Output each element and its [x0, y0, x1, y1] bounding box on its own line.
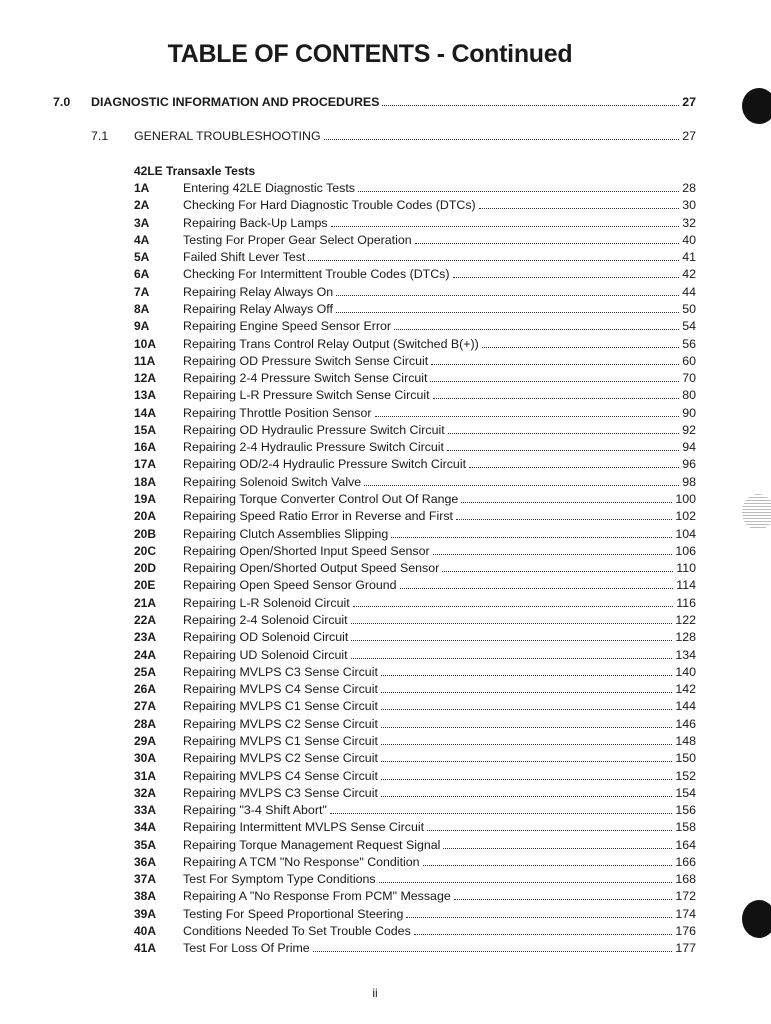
test-page: 154	[675, 785, 696, 800]
leader-dots	[336, 301, 679, 313]
leader-dots	[442, 560, 673, 572]
leader-dots	[423, 854, 673, 866]
test-page: 122	[675, 613, 696, 627]
test-label: Checking For Hard Diagnostic Trouble Codes (DTCs)	[183, 198, 476, 213]
toc-test-row	[134, 906, 696, 922]
leader-dots	[353, 595, 674, 607]
toc-test-row	[134, 405, 696, 421]
test-page: 106	[675, 543, 696, 558]
test-number: 29A	[134, 733, 157, 748]
test-label: Repairing MVLPS C4 Sense Circuit	[183, 768, 378, 783]
test-number: 20E	[134, 578, 156, 593]
leader-dots	[381, 698, 672, 710]
test-label: Repairing OD Hydraulic Pressure Switch Circuit	[183, 422, 445, 437]
test-label: Repairing Trans Control Relay Output (Switched B(+))	[183, 336, 479, 351]
leader-dots	[414, 923, 673, 935]
test-page: 60	[682, 353, 696, 368]
test-number: 25A	[134, 664, 157, 679]
test-label: Repairing OD Pressure Switch Sense Circuit	[183, 353, 429, 368]
test-page: 80	[682, 388, 696, 403]
test-label: Repairing MVLPS C4 Sense Circuit	[183, 682, 378, 697]
test-page: 164	[675, 837, 696, 852]
test-label: Repairing Open Speed Sensor Ground	[183, 578, 397, 593]
test-label: Repairing L-R Pressure Switch Sense Circuit	[183, 388, 430, 403]
test-label: Repairing OD/2-4 Hydraulic Pressure Switch Circuit	[183, 457, 467, 472]
toc-test-row	[134, 750, 696, 766]
toc-section-row	[53, 94, 696, 110]
test-number: 23A	[134, 630, 157, 645]
leader-dots	[453, 266, 680, 278]
test-label: Repairing OD Solenoid Circuit	[183, 630, 349, 645]
toc-test-row	[134, 560, 696, 576]
toc-test-row	[134, 837, 696, 853]
leader-dots	[394, 318, 679, 330]
leader-dots	[454, 888, 673, 900]
section-label: DIAGNOSTIC INFORMATION AND PROCEDURES	[91, 95, 380, 109]
leader-dots	[330, 802, 673, 814]
page-title: TABLE OF CONTENTS - Continued	[167, 40, 573, 68]
test-number: 15A	[134, 422, 157, 437]
test-label: Failed Shift Lever Test	[183, 250, 306, 265]
toc-test-row	[134, 301, 696, 317]
test-number: 30A	[134, 751, 157, 766]
binder-hole-bottom	[742, 900, 771, 938]
test-label: Repairing MVLPS C1 Sense Circuit	[183, 699, 378, 714]
toc-test-row	[134, 681, 696, 697]
test-label: Repairing MVLPS C2 Sense Circuit	[183, 716, 378, 731]
test-page: 102	[675, 509, 696, 524]
test-number: 38A	[134, 889, 157, 904]
test-page: 156	[675, 803, 696, 818]
leader-dots	[351, 647, 673, 659]
test-label: Repairing Relay Always On	[183, 284, 334, 299]
toc-test-row	[134, 197, 696, 213]
test-number: 36A	[134, 854, 157, 869]
toc-test-row	[134, 923, 696, 939]
test-number: 10A	[134, 336, 157, 351]
test-label: Repairing UD Solenoid Circuit	[183, 647, 348, 662]
toc-test-row	[134, 785, 696, 801]
test-page: 28	[682, 181, 696, 195]
test-number: 20B	[134, 526, 157, 541]
test-page: 114	[676, 578, 696, 593]
test-label: Test For Symptom Type Conditions	[183, 872, 376, 887]
toc-test-row	[134, 336, 696, 352]
test-number: 4A	[134, 232, 150, 247]
leader-dots	[381, 733, 672, 745]
test-number: 35A	[134, 837, 157, 852]
leader-dots	[351, 612, 673, 624]
test-page: 50	[682, 301, 696, 316]
leader-dots	[379, 871, 673, 883]
test-number: 20C	[134, 543, 157, 558]
test-number: 41A	[134, 941, 157, 956]
leader-dots	[406, 906, 672, 918]
test-label: Checking For Intermittent Trouble Codes (DTCs)	[183, 267, 450, 282]
leader-dots	[448, 422, 680, 434]
test-label: Entering 42LE Diagnostic Tests	[183, 181, 355, 195]
test-label: Repairing A "No Response From PCM" Message	[183, 889, 451, 904]
test-number: 40A	[134, 924, 157, 939]
toc-test-row	[134, 612, 696, 628]
toc-test-row	[134, 940, 696, 956]
subsection-page: 27	[682, 129, 696, 143]
leader-dots	[313, 940, 673, 952]
test-page: 174	[675, 906, 696, 921]
toc-subsection-row	[91, 128, 696, 144]
test-number: 27A	[134, 699, 157, 714]
leader-dots	[336, 284, 679, 296]
test-number: 21A	[134, 595, 157, 610]
page-number: ii	[372, 986, 378, 1000]
section-page: 27	[682, 95, 696, 109]
binder-hole-top	[742, 88, 771, 124]
toc-test-row	[134, 854, 696, 870]
leader-dots	[461, 491, 672, 503]
leader-dots	[415, 232, 680, 244]
test-number: 18A	[134, 474, 157, 489]
leader-dots	[447, 439, 679, 451]
test-number: 16A	[134, 440, 157, 455]
test-page: 152	[675, 768, 696, 783]
test-label: Repairing MVLPS C3 Sense Circuit	[183, 664, 378, 679]
toc-test-row	[134, 266, 696, 282]
test-label: Repairing MVLPS C1 Sense Circuit	[183, 733, 378, 748]
toc-test-row	[134, 215, 696, 231]
test-page: 56	[682, 336, 696, 351]
test-label: Repairing "3-4 Shift Abort"	[183, 803, 327, 818]
leader-dots	[427, 819, 672, 831]
test-number: 5A	[134, 250, 150, 265]
leader-dots	[431, 353, 679, 365]
test-label: Repairing 2-4 Pressure Switch Sense Circuit	[183, 371, 428, 386]
leader-dots	[391, 526, 672, 538]
leader-dots	[381, 750, 672, 762]
toc-test-row	[134, 888, 696, 904]
toc-test-row	[134, 577, 696, 593]
toc-test-row	[134, 387, 696, 403]
toc-test-row	[134, 819, 696, 835]
leader-dots	[381, 768, 672, 780]
test-label: Repairing Back-Up Lamps	[183, 215, 328, 230]
test-page: 128	[675, 630, 696, 645]
test-page: 100	[675, 492, 696, 507]
test-page: 142	[675, 682, 696, 697]
test-label: Testing For Proper Gear Select Operation	[183, 232, 412, 247]
test-number: 20D	[134, 561, 157, 576]
toc-test-row	[134, 647, 696, 663]
test-number: 9A	[134, 319, 150, 334]
test-label: Repairing MVLPS C2 Sense Circuit	[183, 751, 378, 766]
test-number: 17A	[134, 457, 157, 472]
toc-test-row	[134, 370, 696, 386]
test-number: 32A	[134, 785, 157, 800]
test-number: 37A	[134, 872, 157, 887]
test-number: 14A	[134, 405, 157, 420]
test-label: Repairing MVLPS C3 Sense Circuit	[183, 785, 378, 800]
toc-test-row	[134, 232, 696, 248]
test-label: Repairing Engine Speed Sensor Error	[183, 319, 392, 334]
toc-test-row	[134, 508, 696, 524]
test-number: 33A	[134, 803, 157, 818]
toc-test-row	[134, 716, 696, 732]
leader-dots	[351, 629, 672, 641]
leader-dots	[331, 215, 680, 227]
test-number: 20A	[134, 509, 157, 524]
test-number: 7A	[134, 284, 150, 299]
test-number: 26A	[134, 682, 157, 697]
test-page: 40	[682, 232, 696, 247]
test-label: Repairing Speed Ratio Error in Reverse and First	[183, 509, 453, 524]
test-label: Repairing 2-4 Hydraulic Pressure Switch Circuit	[183, 440, 444, 455]
toc-test-row	[134, 249, 696, 265]
toc-test-row	[134, 318, 696, 334]
section-number: 7.0	[53, 95, 71, 109]
leader-dots	[430, 370, 679, 382]
test-page: 41	[682, 250, 696, 265]
test-page: 158	[675, 820, 696, 835]
test-label: Test For Loss Of Prime	[183, 941, 310, 956]
toc-test-row	[134, 733, 696, 749]
toc-test-row	[134, 543, 696, 559]
test-page: 94	[682, 440, 696, 455]
toc-test-row	[134, 422, 696, 438]
leader-dots	[375, 405, 680, 417]
test-page: 176	[675, 924, 696, 939]
test-page: 116	[676, 595, 696, 610]
toc-test-row	[134, 629, 696, 645]
test-page: 177	[675, 941, 696, 956]
test-number: 19A	[134, 492, 157, 507]
test-number: 31A	[134, 768, 157, 783]
leader-dots	[433, 543, 673, 555]
test-page: 144	[675, 699, 696, 714]
test-label: Testing For Speed Proportional Steering	[183, 906, 404, 921]
test-page: 166	[675, 854, 696, 869]
toc-test-row	[134, 664, 696, 680]
test-page: 54	[682, 319, 696, 334]
test-label: Repairing 2-4 Solenoid Circuit	[183, 613, 348, 627]
test-number: 8A	[134, 301, 150, 316]
test-page: 148	[675, 733, 696, 748]
toc-test-row	[134, 595, 696, 611]
test-number: 24A	[134, 647, 157, 662]
test-number: 39A	[134, 906, 157, 921]
test-number: 28A	[134, 716, 157, 731]
leader-dots	[358, 180, 679, 192]
test-number: 1A	[134, 181, 150, 195]
toc-test-row	[134, 180, 696, 196]
test-label: Repairing Intermittent MVLPS Sense Circuit	[183, 820, 425, 835]
test-number: 2A	[134, 198, 150, 213]
leader-dots	[400, 577, 674, 589]
test-label: Repairing L-R Solenoid Circuit	[183, 595, 350, 610]
leader-dots	[382, 94, 679, 106]
test-page: 30	[682, 198, 696, 213]
leader-dots	[482, 336, 679, 348]
test-page: 146	[675, 716, 696, 731]
test-page: 168	[675, 872, 696, 887]
toc-test-row	[134, 491, 696, 507]
test-number: 11A	[134, 353, 156, 368]
subsection-number: 7.1	[91, 129, 109, 143]
toc-test-row	[134, 353, 696, 369]
leader-dots	[443, 837, 672, 849]
test-page: 110	[676, 561, 696, 576]
test-page: 104	[675, 526, 696, 541]
toc-test-row	[134, 284, 696, 300]
test-page: 32	[682, 215, 696, 230]
test-page: 44	[682, 284, 696, 299]
toc-test-row	[134, 698, 696, 714]
test-number: 6A	[134, 267, 150, 282]
test-number: 22A	[134, 613, 157, 627]
test-page: 150	[675, 751, 696, 766]
subsection-label: GENERAL TROUBLESHOOTING	[134, 129, 321, 143]
test-label: Conditions Needed To Set Trouble Codes	[183, 924, 411, 939]
toc-test-row	[134, 802, 696, 818]
test-page: 96	[682, 457, 696, 472]
group-title: 42LE Transaxle Tests	[134, 164, 256, 178]
test-label: Repairing Throttle Position Sensor	[183, 405, 372, 420]
leader-dots	[381, 716, 672, 728]
test-page: 92	[682, 422, 696, 437]
leader-dots	[308, 249, 679, 261]
test-number: 12A	[134, 371, 157, 386]
test-number: 34A	[134, 820, 157, 835]
test-label: Repairing Torque Converter Control Out Of Range	[183, 492, 459, 507]
test-label: Repairing Open/Shorted Output Speed Sensor	[183, 561, 440, 576]
test-page: 140	[675, 664, 696, 679]
binder-hole-middle	[742, 494, 771, 530]
test-label: Repairing Open/Shorted Input Speed Sensor	[183, 543, 430, 558]
test-page: 70	[682, 371, 696, 386]
toc-test-row	[134, 526, 696, 542]
leader-dots	[479, 197, 680, 209]
toc-test-row	[134, 768, 696, 784]
test-page: 134	[675, 647, 696, 662]
test-label: Repairing Solenoid Switch Valve	[183, 474, 362, 489]
toc-test-row	[134, 439, 696, 455]
toc-test-row	[134, 456, 696, 472]
toc-test-row	[134, 474, 696, 490]
test-label: Repairing Clutch Assemblies Slipping	[183, 526, 389, 541]
test-label: Repairing Relay Always Off	[183, 301, 333, 316]
test-page: 42	[682, 267, 696, 282]
leader-dots	[381, 664, 672, 676]
test-page: 172	[675, 889, 696, 904]
leader-dots	[456, 508, 672, 520]
toc-test-row	[134, 871, 696, 887]
leader-dots	[469, 456, 679, 468]
test-label: Repairing Torque Management Request Signal	[183, 837, 441, 852]
leader-dots	[381, 681, 672, 693]
leader-dots	[381, 785, 672, 797]
test-page: 90	[682, 405, 696, 420]
test-page: 98	[682, 474, 696, 489]
leader-dots	[364, 474, 679, 486]
leader-dots	[324, 128, 680, 140]
leader-dots	[433, 387, 680, 399]
test-number: 3A	[134, 215, 150, 230]
test-label: Repairing A TCM "No Response" Condition	[183, 854, 420, 869]
test-number: 13A	[134, 388, 157, 403]
